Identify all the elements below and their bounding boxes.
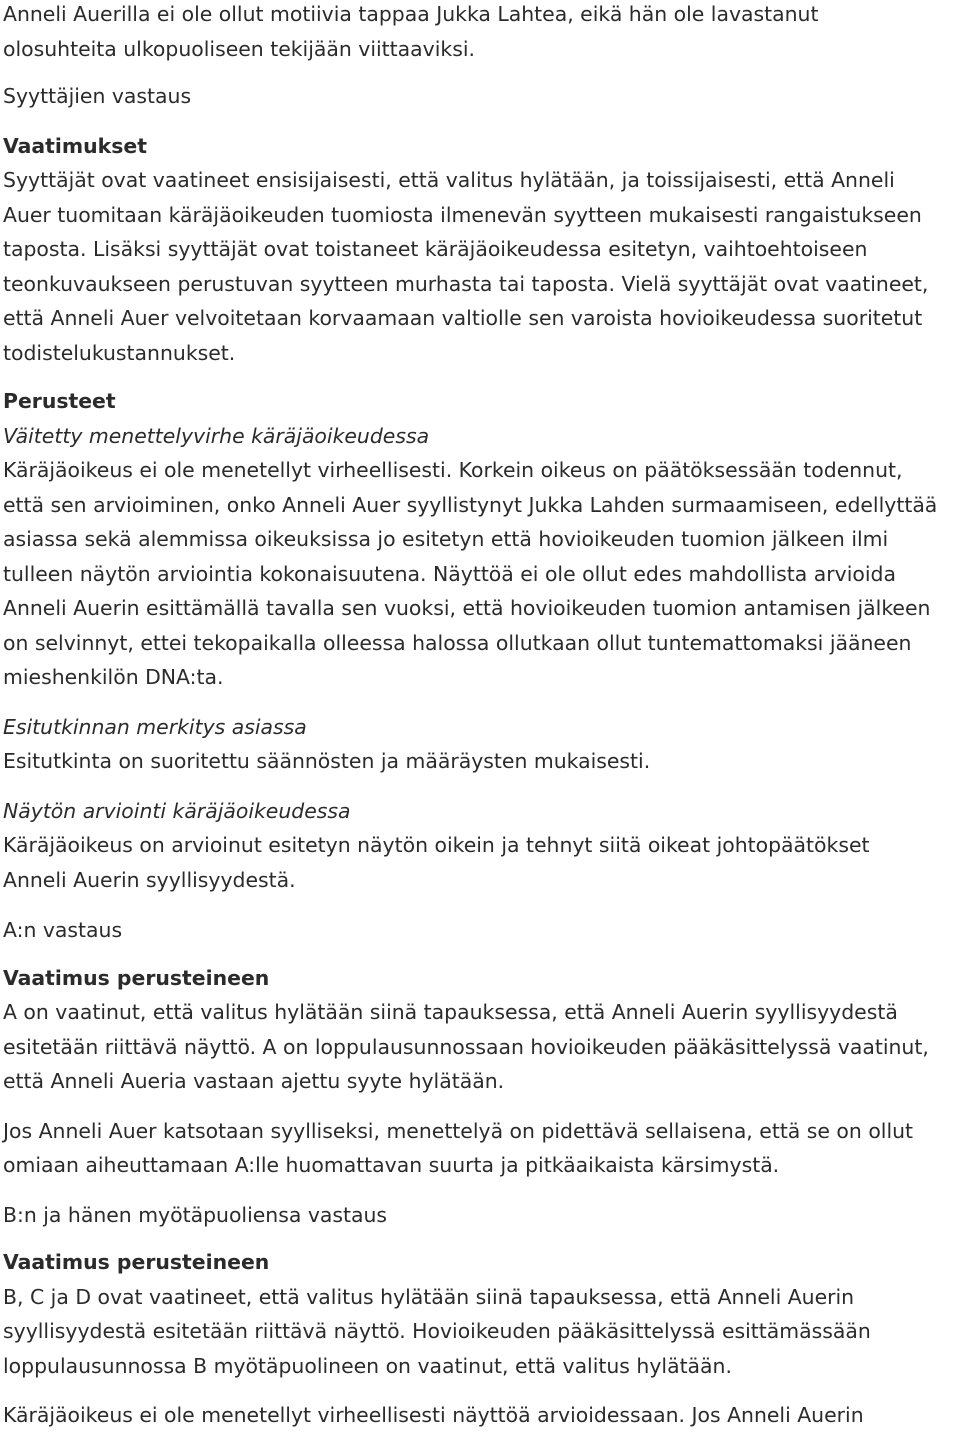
- b-paragraph-2: [3, 1398, 953, 1433]
- text-line: B, C ja D ovat vaatineet, että valitus hylätään siinä tapauksessa, että Anneli Auerin: [3, 1284, 855, 1309]
- menettelyvirhe-paragraph: [3, 453, 953, 695]
- text-line: että Anneli Auer velvoitetaan korvaamaan valtiolle sen varoista hovioikeudessa suoritetut: [3, 306, 923, 330]
- text-line: taposta. Lisäksi syyttäjät ovat toistaneet käräjäoikeudessa esitetyn, vaihtoehtoiseen: [3, 237, 868, 261]
- heading-menettelyvirhe: Väitetty menettelyvirhe käräjäoikeudessa: [3, 423, 430, 448]
- section-title-syyttajat: Syyttäjien vastaus: [3, 84, 192, 108]
- text-line: olosuhteita ulkopuoliseen tekijään viittaaviksi.: [3, 36, 475, 61]
- text-line: Syyttäjät ovat vaatineet ensisijaisesti, että valitus hylätään, ja toissijaisesti, että Anneli: [3, 168, 895, 192]
- text-line: esitetään riittävä näyttö. A on loppulausunnossaan hovioikeuden pääkäsittelyssä vaatinut,: [3, 1034, 929, 1059]
- text-line: syyllisyydestä esitetään riittävä näyttö. Hovioikeuden pääkäsittelyssä esittämässään: [3, 1319, 871, 1343]
- text-line: loppulausunnossa B myötäpuolineen on vaatinut, että valitus hylätään.: [3, 1353, 732, 1378]
- section-title-b: B:n ja hänen myötäpuoliensa vastaus: [3, 1202, 388, 1227]
- text-line: Anneli Auerilla ei ole ollut motiivia tappaa Jukka Lahtea, eikä hän ole lavastanut: [3, 2, 819, 26]
- text-line: Käräjäoikeus on arvioinut esitetyn näytön oikein ja tehnyt siitä oikeat johtopäätökset: [3, 833, 870, 857]
- b-paragraph-1: [3, 1280, 953, 1384]
- text-line: Anneli Auerin syyllisyydestä.: [3, 867, 296, 892]
- text-line: asiassa sekä alemmissa oikeuksissa jo esitetyn että hovioikeuden tuomion jälkeen ilmi: [3, 527, 889, 551]
- text-line: teonkuvaukseen perustuvan syytteen murhasta tai taposta. Vielä syyttäjät ovat vaatineet,: [3, 271, 929, 296]
- heading-a-vaatimus: Vaatimus perusteineen: [3, 965, 270, 990]
- a-paragraph-1: [3, 995, 953, 1099]
- text-line: että sen arvioiminen, onko Anneli Auer syyllistynyt Jukka Lahden surmaamiseen, edellyttää: [3, 492, 938, 517]
- a-paragraph-2: [3, 1114, 953, 1183]
- text-line: Auer tuomitaan käräjäoikeuden tuomiosta ilmenevän syytteen mukaisesti rangaistukseen: [3, 202, 922, 227]
- text-line: Käräjäoikeus ei ole menetellyt virheellisesti. Korkein oikeus on päätöksessään todennut,: [3, 458, 903, 482]
- text-line: että Anneli Aueria vastaan ajettu syyte hylätään.: [3, 1069, 505, 1093]
- heading-perusteet: Perusteet: [3, 389, 116, 413]
- heading-naytto: Näytön arviointi käräjäoikeudessa: [3, 798, 351, 823]
- document-page: [3, 0, 953, 1433]
- text-line: mieshenkilön DNA:ta.: [3, 665, 224, 689]
- text-line: Jos Anneli Auer katsotaan syylliseksi, menettelyä on pidettävä sellaisena, että se on ollut: [3, 1118, 914, 1143]
- text-line: todistelukustannukset.: [3, 340, 236, 365]
- text-line: omiaan aiheuttamaan A:lle huomattavan suurta ja pitkäaikaista kärsimystä.: [3, 1153, 780, 1177]
- esitutkinta-paragraph: [3, 744, 953, 779]
- section-title-a: A:n vastaus: [3, 918, 123, 942]
- text-line: Käräjäoikeus ei ole menetellyt virheellisesti näyttöä arvioidessaan. Jos Anneli Auerin: [3, 1403, 864, 1427]
- intro-paragraph: [3, 0, 953, 66]
- heading-vaatimukset: Vaatimukset: [3, 133, 147, 158]
- text-line: on selvinnyt, ettei tekopaikalla olleessa halossa ollutkaan ollut tuntemattomaksi jääneen: [3, 630, 912, 655]
- heading-b-vaatimus: Vaatimus perusteineen: [3, 1250, 270, 1274]
- text-line: Anneli Auerin esittämällä tavalla sen vuoksi, että hovioikeuden tuomion antamisen jälkeen: [3, 596, 931, 620]
- text-line: A on vaatinut, että valitus hylätään siinä tapauksessa, että Anneli Auerin syyllisyydestä: [3, 1000, 898, 1024]
- naytto-paragraph: [3, 828, 953, 897]
- vaatimukset-paragraph: [3, 163, 953, 370]
- text-line: Esitutkinta on suoritettu säännösten ja määräysten mukaisesti.: [3, 749, 651, 773]
- heading-esitutkinta: Esitutkinnan merkitys asiassa: [3, 714, 307, 739]
- text-line: tulleen näytön arviointia kokonaisuutena. Näyttöä ei ole ollut edes mahdollista arvioida: [3, 561, 896, 586]
